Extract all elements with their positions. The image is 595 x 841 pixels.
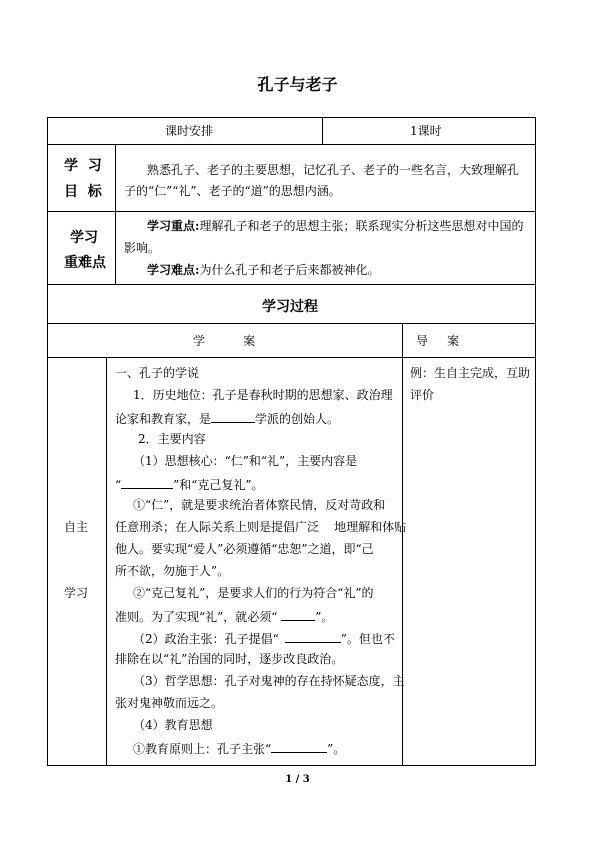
plan-line <box>115 410 339 426</box>
plan-line: 张对鬼神敬而远之。 <box>115 696 224 710</box>
plan-line: （1）思想核心：“仁”和“礼”，主要内容是 <box>133 454 358 468</box>
section-heading-confucius: 一、孔子的学说 <box>115 366 200 380</box>
row-line-top <box>47 117 536 118</box>
text-segment: 准则。为了实现“礼”，就必须“ <box>115 610 282 624</box>
plan-line: ②“克己复礼”，是要求人们的行为符合“礼”的 <box>133 586 374 600</box>
row-line <box>47 284 536 285</box>
col-line <box>115 144 116 284</box>
plan-line: （3）哲学思想：孔子对鬼神的存在持怀疑态度，主 <box>133 674 405 688</box>
plan-line <box>133 740 345 756</box>
fill-blank <box>211 410 255 423</box>
text-segment: ”。 <box>327 742 346 756</box>
difficulty-text: 为什么孔子和老子后来都被神化。 <box>199 263 380 277</box>
plan-line: （4）教育思想 <box>133 718 213 732</box>
guide-text-1: 例：生自主完成，互助 <box>410 366 531 380</box>
row-line <box>47 357 536 358</box>
col-line-right <box>535 117 536 765</box>
row-line-bottom <box>47 765 536 766</box>
goals-text-1: 熟悉孔子、老子的主要思想，记忆孔子、老子的一些名言，大致理解孔 <box>147 163 520 177</box>
text-segment: （2）政治主张：孔子提倡“ <box>133 632 279 646</box>
key-points-line-1 <box>147 219 523 233</box>
goals-text-2: 子的“仁”“礼”、老子的“道”的思想内涵。 <box>124 184 341 198</box>
plan-line: 任意刑杀；在人际关系上则是提倡广泛 地理解和体贴 <box>115 520 407 534</box>
fill-blank <box>121 476 173 489</box>
key-points-line-2: 影响。 <box>124 241 161 255</box>
text-segment: ”。但也不 <box>340 632 395 646</box>
column-guide-header: 导 案 <box>416 334 460 348</box>
fill-blank <box>285 630 341 643</box>
page-number: 1 / 3 <box>285 774 310 785</box>
col-line-left <box>47 117 48 765</box>
text-segment: ”。 <box>315 610 334 624</box>
process-heading: 学习过程 <box>262 299 318 315</box>
guide-text-2: 评价 <box>410 388 435 402</box>
plan-line: ①“仁”，就是要求统治者体察民情，反对苛政和 <box>133 498 386 512</box>
row-line <box>47 144 536 145</box>
fill-blank <box>271 740 327 753</box>
self-study-label-top: 自主 <box>64 520 89 534</box>
plan-line: 他人。要实现“爱人”必须遵循“忠恕”之道，即“己 <box>115 542 374 556</box>
col-line <box>402 323 403 765</box>
col-line <box>106 357 107 765</box>
plan-line: 2．主要内容 <box>138 432 206 446</box>
plan-line <box>115 476 264 492</box>
key-points-text: 理解孔子和老子的思想主张；联系现实分析这些思想对中国的 <box>199 219 524 233</box>
row-line <box>47 211 536 212</box>
text-segment: ”和“克己复礼”。 <box>173 478 264 492</box>
col-line <box>322 117 323 144</box>
key-points-label: 学习重点: <box>147 219 200 233</box>
difficulty-label: 学习难点: <box>147 263 200 277</box>
plan-line: 1．历史地位：孔子是春秋时期的思想家、政治理 <box>133 388 393 402</box>
self-study-label-bottom: 学习 <box>64 586 89 600</box>
schedule-value: 1课时 <box>410 124 442 138</box>
fill-blank <box>281 608 315 621</box>
goals-label-1: 学 习 <box>64 158 102 174</box>
row-line <box>47 323 536 324</box>
plan-line: 所不欲，勿施于人”。 <box>115 564 230 578</box>
text-segment: “ <box>115 478 122 492</box>
difficulty-line <box>147 263 379 277</box>
focus-label-2: 重难点 <box>64 255 106 271</box>
column-plan-header: 学 案 <box>193 334 256 348</box>
text-segment: ①教育原则上：孔子主张“ <box>133 742 272 756</box>
goals-label-2: 目 标 <box>64 184 102 200</box>
focus-label-1: 学习 <box>70 230 98 246</box>
plan-line <box>133 630 395 646</box>
plan-line: 排除在以“礼”治国的同时，逐步改良政治。 <box>115 652 344 666</box>
text-segment: 论家和教育家，是 <box>115 412 212 426</box>
document-title: 孔子与老子 <box>257 75 338 94</box>
schedule-label: 课时安排 <box>165 124 214 138</box>
plan-line <box>115 608 333 624</box>
text-segment: 学派的创始人。 <box>255 412 340 426</box>
